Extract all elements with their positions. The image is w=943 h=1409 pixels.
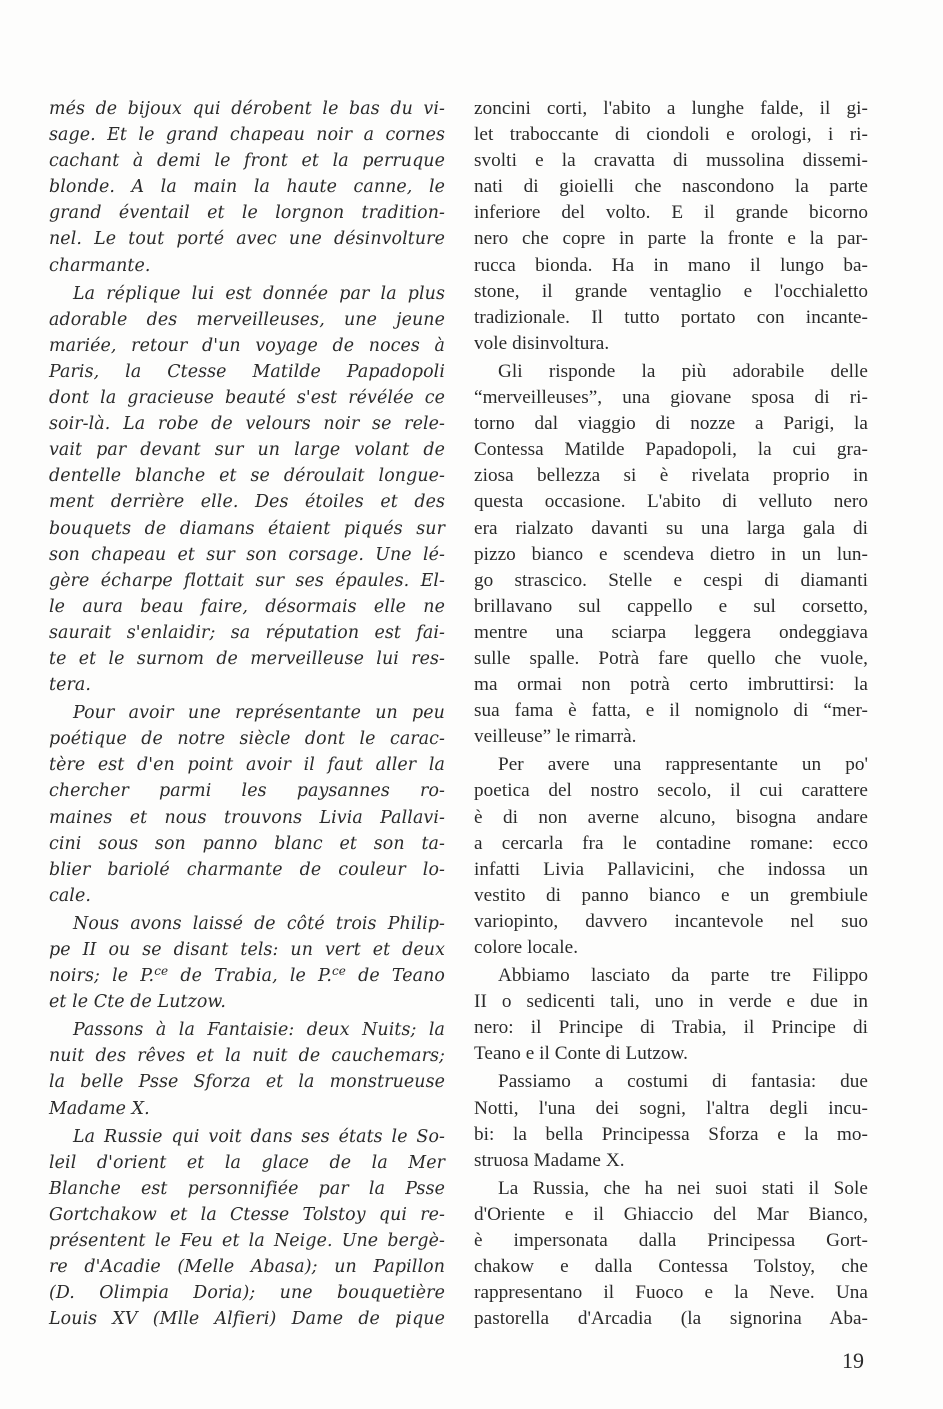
right-paragraph-4 [474,963,868,1067]
text-line: torno dal viaggio di nozze a Parigi, la [474,413,868,435]
text-line: cale. [49,885,91,906]
text-line: ma ormai non potrà certo imbruttirsi: la [474,674,868,696]
left-paragraph-2 [49,281,445,699]
text-line: tère est d'en point avoir il faut aller la [49,755,445,776]
text-line: grand éventail et le lorgnon tradition- [49,203,445,224]
text-line: struosa Madame X. [474,1149,625,1171]
text-line: nero che copre in parte la fronte e la par- [474,228,868,250]
text-line: cachant à demi le front et la perruque [49,151,445,172]
text-line: nero: il Principe di Trabia, il Principe di [474,1017,868,1039]
text-line: veilleuse” le rimarrà. [474,726,637,748]
text-line: maines et nous trouvons Livia Pallavi- [49,807,445,828]
text-line: La réplique lui est donnée par la plus [73,283,445,304]
left-paragraph-5 [49,1017,445,1121]
text-line: tera. [49,675,91,696]
text-line: Teano e il Conte di Lutzow. [474,1043,689,1065]
text-line: infatti Livia Pallavicini, che indossa un [474,858,868,880]
text-line: Nous avons laissé de côté trois Philip- [73,913,445,934]
text-line: brillavano sul cappello e sul corsetto, [474,595,868,617]
text-line: le aura beau faire, désormais elle ne [49,596,445,617]
right-paragraph-5 [474,1069,868,1173]
text-line: ziosa bellezza si è rivelata proprio in [474,465,868,487]
text-line: saurait s'enlaidir; sa réputation est fai- [49,622,445,643]
text-line: son chapeau et sur son corsage. Une lé- [49,544,445,565]
text-line: Paris, la Ctesse Matilde Papadopoli [49,361,445,382]
text-line: te et le surnom de merveilleuse lui res- [49,648,445,669]
text-line: présentent le Feu et la Neige. Une bergè- [49,1231,445,1252]
text-line: tradizionale. Il tutto portato con incante- [474,306,868,328]
text-line: (D. Olimpia Doria); une bouquetière [49,1283,445,1304]
text-line: Madame X. [49,1098,150,1119]
text-line: charmante. [49,255,151,276]
text-line: dentelle blanche et se déroulait longue- [49,466,445,487]
text-line: vait par devant sur un large volant de [49,440,445,461]
text-line: adorable des merveilleuses, une jeune [49,309,445,330]
text-line: Pour avoir une représentante un peu [73,703,445,724]
text-line: era rialzato davanti su una larga gala di [474,517,868,539]
text-line: let traboccante di ciondoli e orologi, i ri- [474,124,868,146]
left-paragraph-4 [49,911,445,1015]
left-paragraph-3 [49,700,445,909]
text-line: Contessa Matilde Papadopoli, la cui gra- [474,439,868,461]
left-paragraph-1 [49,96,445,279]
princes-line [49,963,445,989]
text-line: chercher parmi les paysannes ro- [49,781,445,802]
text-line: zoncini corti, l'abito a lunghe falde, il gi- [474,98,868,119]
text-line: re d'Acadie (Melle Abasa); un Papillon [49,1257,445,1278]
text-line: dont la gracieuse beauté s'est révélée ce [49,388,445,409]
princes-line-part: noirs; le P. [49,966,155,987]
text-line: rappresentano il Fuoco e la Neve. Una [474,1282,868,1304]
text-line: rucca bionda. Ha in mano il lungo ba- [474,254,868,276]
text-line: Notti, l'una dei sogni, l'altra degli incu- [474,1097,868,1119]
princes-line-part: de Trabia, le P. [168,966,332,987]
text-line: è impersonata dalla Principessa Gort- [474,1230,868,1252]
text-line: pastorella d'Arcadia (la signorina Aba- [474,1308,868,1330]
text-line: La Russia, che ha nei suoi stati il Sole [498,1177,868,1199]
text-line: Abbiamo lasciato da parte tre Filippo [498,965,868,987]
text-line: leil d'orient et la glace de la Mer [49,1152,445,1173]
right-paragraph-3 [474,752,868,961]
text-line: bi: la bella Principessa Sforza e la mo- [474,1123,868,1145]
right-paragraph-6 [474,1176,868,1333]
text-line: vestito di panno bianco e un grembiule [474,884,868,906]
text-line: II o sedicenti tali, uno in verde e due in [474,991,868,1013]
text-line: sulle spalle. Potrà fare quello che vuole, [474,647,868,669]
text-line: cini sous son panno blanc et son ta- [49,833,445,854]
left-paragraph-6 [49,1124,445,1333]
text-line: questa occasione. L'abito di velluto nero [474,491,868,513]
text-line: variopinto, davvero incantevole nel suo [474,910,868,932]
right-paragraph-1 [474,96,868,357]
text-line: blier bariolé charmante de couleur lo- [49,859,445,880]
text-line: mariée, retour d'un voyage de noces à [49,335,445,356]
text-line: gère écharpe flottait sur ses épaules. El- [49,570,445,591]
text-line: inferiore del volto. E il grande bicorno [474,202,868,224]
text-line: Gortchakow et la Ctesse Tolstoy qui re- [49,1204,445,1225]
text-line: ment derrière elle. Des étoiles et des [49,492,445,513]
text-line: sua fama è fatta, e il nomignolo di “mer- [474,700,868,722]
right-column-italian [474,96,868,1332]
text-line: Per avere una rappresentante un po' [498,754,868,776]
text-line: mentre una sciarpa leggera ondeggiava [474,621,868,643]
text-line: “merveilleuses”, una giovane sposa di ri- [474,387,868,409]
text-line: nel. Le tout porté avec une désinvolture [49,229,445,250]
superscript-ce: ce [331,964,346,979]
text-line: més de bijoux qui dérobent le bas du vi- [49,99,445,119]
text-line: chakow e dalla Contessa Tolstoy, che [474,1256,868,1278]
text-line: soir-là. La robe de velours noir se rele- [49,414,445,435]
text-line: svolti e la cravatta di mussolina dissemi- [474,150,868,172]
text-line: poetica del nostro secolo, il cui carattere [474,780,868,802]
princes-line-part: de Teano [346,966,445,987]
text-line: colore locale. [474,937,579,958]
text-line: Passons à la Fantaisie: deux Nuits; la [73,1020,445,1041]
text-line: Louis XV (Mlle Alfieri) Dame de pique [49,1309,445,1330]
text-line: è di non averne alcuno, bisogna andare [474,806,868,828]
text-line: et le Cte de Lutzow. [49,992,226,1013]
text-line: poétique de notre siècle dont le carac- [49,729,445,750]
text-line: sage. Et le grand chapeau noir a cornes [49,125,445,146]
text-line: go strascico. Stelle e cespi di diamanti [474,569,868,591]
left-column-french [49,96,445,1332]
text-line: d'Oriente e il Ghiaccio del Mar Bianco, [474,1203,868,1225]
text-line: pe II ou se disant tels: un vert et deux [49,940,445,960]
text-line: bouquets de diamans étaient piqués sur [49,518,445,539]
text-line: La Russie qui voit dans ses états le So- [73,1126,445,1147]
text-line: la belle Psse Sforza et la monstrueuse [49,1072,445,1093]
text-line: Passiamo a costumi di fantasia: due [498,1071,868,1093]
text-line: a cercarla fra le contadine romane: ecco [474,832,868,854]
text-line: pizzo bianco e scendeva dietro in un lun- [474,543,868,565]
text-line: blonde. A la main la haute canne, le [49,177,445,198]
text-line: stone, il grande ventaglio e l'occhialetto [474,280,868,302]
right-paragraph-2 [474,359,868,750]
text-line: Blanche est personnifiée par la Psse [49,1178,445,1199]
text-line: nati di gioielli che nascondono la parte [474,176,868,198]
page-number: 19 [842,1348,864,1373]
text-line: Gli risponde la più adorabile delle [498,360,868,382]
text-line: vole disinvoltura. [474,332,610,354]
superscript-ce: ce [154,964,169,979]
text-line: nuit des rêves et la nuit de cauchemars; [49,1046,445,1067]
